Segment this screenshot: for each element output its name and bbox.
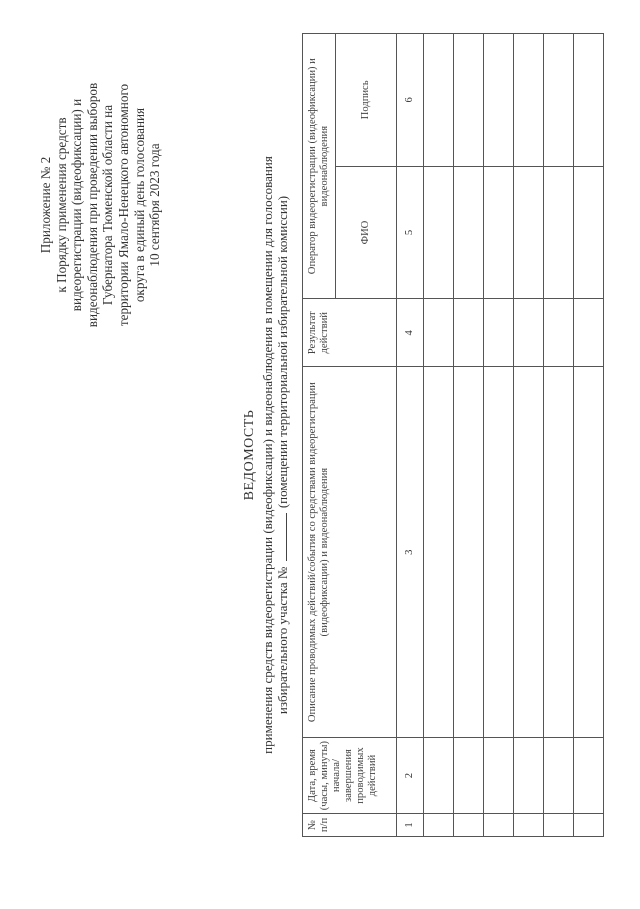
table-cell (424, 33, 454, 166)
subtitle-line-2 (275, 45, 290, 865)
table-cell (424, 366, 454, 737)
appendix-line: территории Ямало-Ненецкого автономного (115, 83, 131, 326)
table-cell (484, 737, 514, 813)
table-cell (574, 813, 604, 836)
header-result: Результат действий (303, 298, 397, 366)
appendix-line: 10 сентября 2023 года (147, 142, 163, 267)
table-row (544, 33, 574, 836)
table-cell (544, 166, 574, 299)
table-cell (514, 33, 544, 166)
subtitle-line-1: применения средств видеорегистрации (видеофиксации) и видеонаблюдения в помещении для голосования (260, 155, 275, 754)
table-cell (544, 298, 574, 366)
table-cell (424, 813, 454, 836)
column-number: 4 (397, 298, 424, 366)
table-cell (514, 166, 544, 299)
precinct-number-blank (275, 513, 287, 561)
table-row (484, 33, 514, 836)
header-signature: Подпись (336, 33, 397, 166)
document-title: ВЕДОМОСТЬ (242, 409, 257, 500)
appendix-line: к Порядку применения средств (53, 116, 69, 293)
table-cell (454, 737, 484, 813)
appendix-line: видеорегистрации (видеофиксации) и (69, 98, 85, 311)
table-cell (424, 298, 454, 366)
table-cell (574, 737, 604, 813)
table-cell (544, 366, 574, 737)
subtitle-precinct-label: избирательного участка № (275, 566, 290, 714)
column-number: 2 (397, 737, 424, 813)
table-cell (484, 33, 514, 166)
document-page (20, 35, 620, 875)
table-cell (544, 737, 574, 813)
table-cell (514, 813, 544, 836)
table-cell (544, 33, 574, 166)
header-description: Описание проводимых действий/события со средствами видеорегистрации (видеофиксации) и видеонаблюдения (303, 366, 397, 737)
document-subtitle (260, 45, 290, 865)
table-cell (424, 737, 454, 813)
column-number: 5 (397, 166, 424, 299)
header-fio: ФИО (336, 166, 397, 299)
table-row (454, 33, 484, 836)
appendix-line: Приложение № 2 (38, 156, 53, 253)
table-cell (454, 298, 484, 366)
table-cell (514, 737, 544, 813)
table-cell (484, 166, 514, 299)
appendix-line: Губернатора Тюменской области на (100, 104, 116, 305)
table-cell (454, 166, 484, 299)
table-cell (574, 166, 604, 299)
table-row (424, 33, 454, 836)
column-number-row (397, 33, 424, 836)
table-cell (484, 813, 514, 836)
table-cell (574, 366, 604, 737)
table-row (574, 33, 604, 836)
table-cell (484, 366, 514, 737)
rotated-sheet (20, 35, 620, 875)
appendix-line: видеонаблюдения при проведении выборов (84, 82, 100, 327)
statement-table (302, 33, 604, 837)
table-header-row (303, 33, 336, 836)
table-cell (484, 298, 514, 366)
header-number: № п/п (303, 813, 397, 836)
table-cell (544, 813, 574, 836)
header-operator: Оператор видеорегистрации (видеофиксации) и видеонаблюдения (303, 33, 336, 298)
appendix-line: округа в единый день голосования (131, 107, 147, 302)
table-cell (454, 33, 484, 166)
table-cell (454, 813, 484, 836)
appendix-note (38, 55, 163, 355)
header-datetime: Дата, время (часы, минуты) начала/завершения проводимых действий (303, 737, 397, 813)
column-number: 6 (397, 33, 424, 166)
subtitle-commission-note: (помещении территориальной избирательной комиссии) (275, 195, 290, 508)
table-cell (514, 366, 544, 737)
table-cell (424, 166, 454, 299)
table-cell (454, 366, 484, 737)
table-row (514, 33, 544, 836)
table-cell (574, 298, 604, 366)
column-number: 1 (397, 813, 424, 836)
table-cell (514, 298, 544, 366)
table-cell (574, 33, 604, 166)
column-number: 3 (397, 366, 424, 737)
